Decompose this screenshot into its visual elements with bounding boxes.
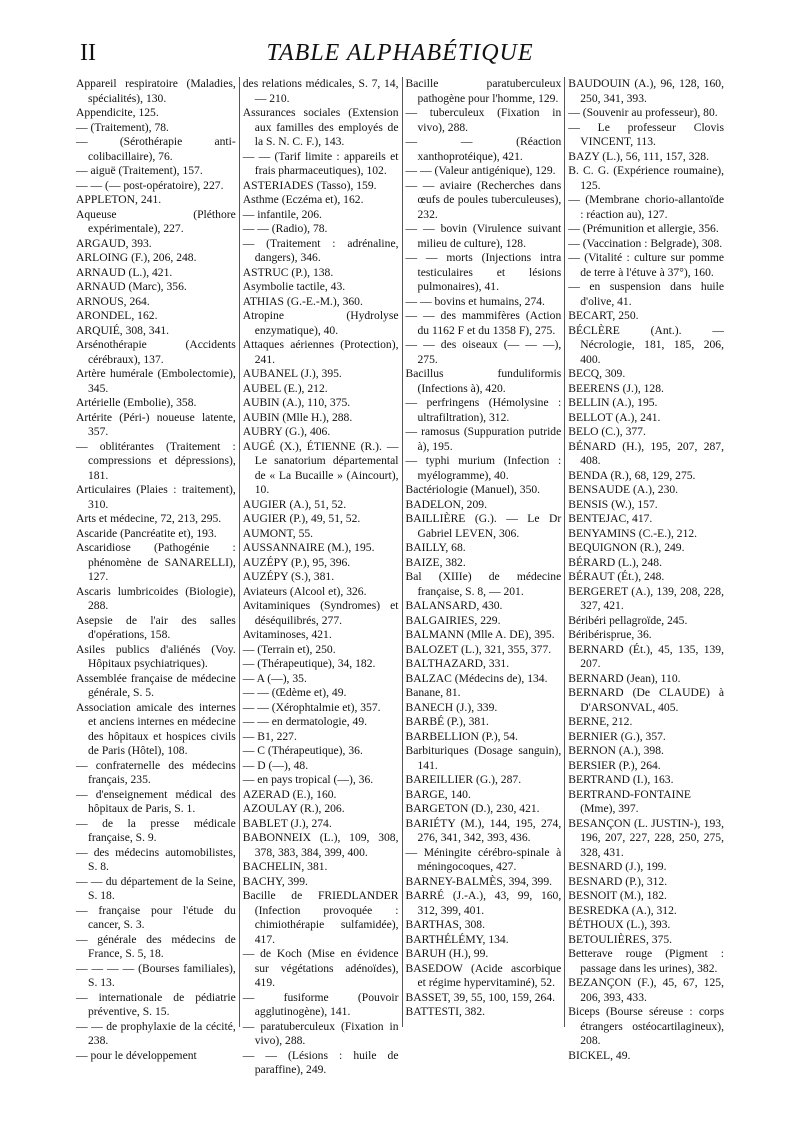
index-entry: BAILLIÈRE (G.). — Le Dr Gabriel LEVEN, 306. bbox=[405, 512, 562, 540]
index-entry: ARQUIÉ, 308, 341. bbox=[76, 323, 170, 337]
index-entry: BECART, 250. bbox=[568, 309, 639, 322]
index-entry: BECQ, 309. bbox=[568, 367, 626, 380]
index-entry: BANECH (J.), 339. bbox=[405, 700, 498, 714]
index-entry: BICKEL, 49. bbox=[568, 1048, 631, 1062]
index-entry: — — (Réaction xanthoprotéique), 421. bbox=[405, 135, 562, 163]
index-entry: BELO (C.), 377. bbox=[568, 425, 646, 438]
index-entry: Association amicale des internes et anciens internes en médecine des hôpitaux et hospices civils de Paris (Hôtel), 108. bbox=[76, 700, 236, 757]
index-entry: ASTERIADES (Tasso), 159. bbox=[242, 178, 377, 192]
index-entry: AUBANEL (J.), 395. bbox=[242, 367, 342, 380]
index-entry: BENTEJAC, 417. bbox=[568, 512, 653, 525]
index-entry: BERTRAND-FONTAINE (Mme), 397. bbox=[568, 787, 691, 815]
index-entry: — en suspension dans huile d'olive, 41. bbox=[568, 280, 724, 308]
index-entry: Attaques aériennes (Protection), 241. bbox=[242, 338, 399, 366]
index-entry: BEERENS (J.), 128. bbox=[568, 381, 664, 395]
index-entry: — de la presse médicale française, S. 9. bbox=[76, 816, 236, 844]
index-entry: — — des oiseaux (— — —), 275. bbox=[405, 338, 562, 366]
index-entry: — — (Valeur antigénique), 129. bbox=[405, 164, 556, 177]
index-column-4 bbox=[564, 77, 727, 1062]
index-entry: Betterave rouge (Pigment : passage dans les urines), 382. bbox=[568, 947, 724, 975]
index-entry: — B1, 227. bbox=[242, 729, 297, 743]
index-entry: Arts et médecine, 72, 213, 295. bbox=[76, 512, 222, 525]
index-entry: BARGETON (D.), 230, 421. bbox=[405, 802, 540, 815]
index-entry: BAILLY, 68. bbox=[405, 541, 466, 554]
index-entry: ARGAUD, 393. bbox=[76, 236, 152, 250]
index-entry: AUBIN (A.), 110, 375. bbox=[242, 396, 351, 409]
index-entry: Assemblée française de médecine générale, S. 5. bbox=[76, 671, 236, 699]
index-entry: BERNARD (Jean), 110. bbox=[568, 671, 681, 685]
index-entry: BABLET (J.), 274. bbox=[242, 816, 332, 830]
index-entry: BALOZET (L.), 321, 355, 377. bbox=[405, 642, 552, 656]
index-entry: — — (Xérophtalmie et), 357. bbox=[242, 700, 381, 714]
index-entry: — (Traitement), 78. bbox=[76, 120, 169, 134]
index-entry: Assurances sociales (Extension aux familles des employés de la S. N. C. F.), 143. bbox=[242, 106, 399, 148]
index-entry: — D (—), 48. bbox=[242, 758, 309, 772]
index-entry: BARNEY-BALMÈS, 394, 399. bbox=[405, 874, 553, 888]
index-entry: — confraternelle des médecins français, 235. bbox=[76, 758, 236, 786]
page-number: II bbox=[80, 40, 96, 66]
index-entry: — (Thérapeutique), 34, 182. bbox=[242, 657, 376, 670]
index-entry: — oblitérantes (Traitement : compressions et dépressions), 181. bbox=[76, 439, 236, 482]
index-entry: Béribérisprue, 36. bbox=[568, 628, 652, 641]
index-entry: BAIZE, 382. bbox=[405, 555, 466, 569]
index-entry: AUSSANNAIRE (M.), 195. bbox=[242, 541, 375, 554]
index-entry: Banane, 81. bbox=[405, 686, 461, 699]
index-entry: Aqueuse (Pléthore expérimentale), 227. bbox=[76, 207, 236, 235]
index-entry: Arsénothérapie (Accidents cérébraux), 137. bbox=[76, 338, 236, 366]
index-entry: — (Sérothérapie anti-colibacillaire), 76. bbox=[76, 135, 236, 163]
index-entry: Asiles publics d'aliénés (Voy. Hôpitaux psychiatriques). bbox=[76, 642, 236, 670]
index-entry: BENYAMINS (C.-E.), 212. bbox=[568, 526, 698, 540]
index-entry: — pour le développement bbox=[76, 1048, 197, 1062]
index-entry: — générale des médecins de France, S. 5, 18. bbox=[76, 932, 236, 960]
index-entry: Appendicite, 125. bbox=[76, 106, 159, 119]
index-entry: Asthme (Eczéma et), 162. bbox=[242, 193, 364, 206]
index-entry: BEQUIGNON (R.), 249. bbox=[568, 541, 685, 554]
index-entry: BAZY (L.), 56, 111, 157, 328. bbox=[568, 149, 709, 163]
index-entry: Asepsie de l'air des salles d'opérations, 158. bbox=[76, 613, 236, 641]
index-entry: — de Koch (Mise en évidence sur végétations adénoïdes), 419. bbox=[242, 947, 399, 989]
index-entry: ASTRUC (P.), 138. bbox=[242, 265, 334, 279]
index-entry: BESNARD (P.), 312. bbox=[568, 874, 668, 888]
index-entry: Bactériologie (Manuel), 350. bbox=[405, 483, 541, 496]
index-entry: Bacillus funduliformis (Infections à), 420. bbox=[405, 367, 562, 395]
index-entry: — paratuberculeux (Fixation in vivo), 288. bbox=[242, 1019, 399, 1047]
index-entry: — — du département de la Seine, S. 18. bbox=[76, 874, 236, 902]
index-entry: BENSAUDE (A.), 230. bbox=[568, 483, 679, 496]
index-entry: — fusiforme (Pouvoir agglutinogène), 141. bbox=[242, 990, 399, 1018]
index-entry: BACHELIN, 381. bbox=[242, 860, 328, 873]
index-entry: — typhi murium (Infection : myélogramme), 40. bbox=[405, 454, 562, 482]
index-entry: — internationale de pédiatrie préventive, S. 15. bbox=[76, 990, 236, 1018]
index-entry: BALMANN (Mlle A. DE), 395. bbox=[405, 628, 555, 641]
index-entry: ARLOING (F.), 206, 248. bbox=[76, 251, 197, 264]
index-entry: Artère humérale (Embolectomie), 345. bbox=[76, 367, 236, 395]
index-entry: BARBELLION (P.), 54. bbox=[405, 729, 518, 743]
index-entry: — — (Lésions : huile de paraffine), 249. bbox=[242, 1048, 399, 1076]
index-entry: — C (Thérapeutique), 36. bbox=[242, 744, 363, 757]
index-entry: — Le professeur Clovis VINCENT, 113. bbox=[568, 120, 724, 148]
page-header bbox=[0, 38, 800, 78]
index-entry: BAREILLIER (G.), 287. bbox=[405, 773, 522, 786]
index-entry: — Méningite cérébro-spinale à méningocoques, 427. bbox=[405, 845, 562, 873]
index-entry: Articulaires (Plaies : traitement), 310. bbox=[76, 483, 236, 511]
index-entry: — française pour l'étude du cancer, S. 3. bbox=[76, 903, 236, 931]
index-entry: Avitaminoses, 421. bbox=[242, 628, 332, 641]
index-entry: AUGIER (P.), 49, 51, 52. bbox=[242, 512, 361, 525]
index-entry: — (Traitement : adrénaline, dangers), 346. bbox=[242, 236, 399, 264]
index-entry: AUBRY (G.), 406. bbox=[242, 425, 331, 438]
index-entry: BÉRAUT (Ét.), 248. bbox=[568, 570, 665, 583]
index-entry: Bal (XIIIe) de médecine française, S. 8, — 201. bbox=[405, 570, 562, 598]
index-entry: Bacille de FRIEDLANDER (Infection provoquée : chimiothérapie sulfamidée), 417. bbox=[242, 889, 399, 946]
index-entry: BENSIS (W.), 157. bbox=[568, 497, 658, 511]
index-entry: APPLETON, 241. bbox=[76, 193, 162, 206]
index-entry: ARNAUD (Marc), 356. bbox=[76, 280, 187, 293]
index-entry: BARGE, 140. bbox=[405, 787, 471, 801]
index-entry: Artérite (Péri-) noueuse latente, 357. bbox=[76, 410, 236, 438]
index-entry: BÉCLÈRE (Ant.). — Nécrologie, 181, 185, 206, 400. bbox=[568, 323, 724, 366]
index-entry: BATTESTI, 382. bbox=[405, 1005, 486, 1018]
index-entry: BERNIER (G.), 357. bbox=[568, 729, 666, 743]
index-entry: BARRÉ (J.-A.), 43, 99, 160, 312, 399, 401. bbox=[405, 889, 562, 917]
index-entry: BESANÇON (L. JUSTIN-), 193, 196, 207, 227, 228, 250, 275, 328, 431. bbox=[568, 816, 724, 859]
index-entry: BARUH (H.), 99. bbox=[405, 947, 489, 960]
index-entry: Aviateurs (Alcool et), 326. bbox=[242, 584, 367, 598]
index-entry: Béribéri pellagroïde, 245. bbox=[568, 613, 688, 627]
index-entry: Asymbolie tactile, 43. bbox=[242, 280, 346, 293]
index-entry: BETOULIÈRES, 375. bbox=[568, 932, 673, 946]
index-entry: ARNOUS, 264. bbox=[76, 294, 150, 308]
index-entry: BELLOT (A.), 241. bbox=[568, 410, 661, 424]
index-entry: — (Vitalité : culture sur pomme de terre à l'étuve à 37°), 160. bbox=[568, 251, 724, 279]
index-entry: AUGIER (A.), 51, 52. bbox=[242, 497, 347, 511]
index-entry: BAUDOUIN (A.), 96, 128, 160, 250, 341, 393. bbox=[568, 77, 724, 105]
index-entry: Artérielle (Embolie), 358. bbox=[76, 396, 197, 409]
index-entry: — (Terrain et), 250. bbox=[242, 642, 336, 656]
index-entry: BERNE, 212. bbox=[568, 715, 633, 728]
index-column-3 bbox=[402, 77, 565, 1027]
index-entry: ATHIAS (G.-E.-M.), 360. bbox=[242, 294, 363, 308]
index-entry: AUMONT, 55. bbox=[242, 526, 314, 540]
index-entry: — (Prémunition et allergie, 356. bbox=[568, 222, 719, 235]
index-entry: ARONDEL, 162. bbox=[76, 309, 158, 322]
index-entry: — — en dermatologie, 49. bbox=[242, 715, 368, 728]
index-entry: — — aviaire (Recherches dans œufs de poules tuberculeuses), 232. bbox=[405, 178, 562, 221]
index-entry: — tuberculeux (Fixation in vivo), 288. bbox=[405, 106, 562, 134]
index-entry: AZERAD (E.), 160. bbox=[242, 787, 337, 801]
index-entry: — infantile, 206. bbox=[242, 207, 322, 221]
index-entry: — (Souvenir au professeur), 80. bbox=[568, 106, 718, 119]
index-entry: — d'enseignement médical des hôpitaux de Paris, S. 1. bbox=[76, 787, 236, 815]
index-entry: Ascaridiose (Pathogénie : phénomène de SANARELLI), 127. bbox=[76, 541, 236, 583]
index-entry: BESNOIT (M.), 182. bbox=[568, 889, 667, 902]
index-entry: — — morts (Injections intra testiculaires et lésions pulmonaires), 41. bbox=[405, 251, 562, 293]
index-entry: — — (Tarif limite : appareils et frais pharmaceutiques), 102. bbox=[242, 149, 399, 177]
index-entry: BARTHÉLÉMY, 134. bbox=[405, 932, 509, 946]
index-entry: Appareil respiratoire (Maladies, spécialités), 130. bbox=[76, 77, 236, 105]
index-entry: — en pays tropical (—), 36. bbox=[242, 773, 374, 786]
index-entry: BERSIER (P.), 264. bbox=[568, 758, 661, 772]
index-column-1 bbox=[76, 77, 239, 1062]
index-entry: BADELON, 209. bbox=[405, 497, 487, 511]
index-entry: — — bovins et humains, 274. bbox=[405, 294, 545, 308]
index-entry: BENDA (R.), 68, 129, 275. bbox=[568, 468, 696, 482]
index-entry: Ascaris lumbricoides (Biologie), 288. bbox=[76, 584, 236, 612]
index-entry: AZOULAY (R.), 206. bbox=[242, 802, 345, 815]
index-entry: BÉNARD (H.), 195, 207, 287, 408. bbox=[568, 439, 724, 467]
index-entry: Barbituriques (Dosage sanguin), 141. bbox=[405, 744, 562, 772]
index-entry: BELLIN (A.), 195. bbox=[568, 396, 658, 409]
index-entry: — — bovin (Virulence suivant milieu de culture), 128. bbox=[405, 222, 562, 250]
index-entry: Ascaride (Pancréatite et), 193. bbox=[76, 526, 217, 540]
index-entry: — — des mammifères (Action du 1162 F et du 1358 F), 275. bbox=[405, 309, 562, 337]
index-entry: ARNAUD (L.), 421. bbox=[76, 265, 173, 279]
index-entry: AUZÉPY (S.), 381. bbox=[242, 570, 335, 583]
index-entry: BARBÉ (P.), 381. bbox=[405, 715, 489, 728]
index-entry: Bacille paratuberculeux pathogène pour l'homme, 129. bbox=[405, 77, 562, 105]
index-entry: AUGÉ (X.), ÉTIENNE (R.). — Le sanatorium départemental de « La Bucaille » (Aincourt), 10. bbox=[242, 439, 399, 496]
index-entry: BACHY, 399. bbox=[242, 874, 308, 888]
index-entry: BERGERET (A.), 139, 208, 228, 327, 421. bbox=[568, 584, 724, 612]
index-entry: BALTHAZARD, 331. bbox=[405, 657, 510, 670]
index-entry: BÉTHOUX (L.), 393. bbox=[568, 918, 671, 931]
index-entry: BÉRARD (L.), 248. bbox=[568, 555, 662, 569]
index-entry: — (Membrane chorio-allantoïde : réaction au), 127. bbox=[568, 193, 724, 221]
index-entry: — aiguë (Traitement), 157. bbox=[76, 164, 203, 177]
page-title: TABLE ALPHABÉTIQUE bbox=[266, 40, 534, 66]
index-entry: — — de prophylaxie de la cécité, 238. bbox=[76, 1019, 236, 1047]
index-entry: BARIÉTY (M.), 144, 195, 274, 276, 341, 342, 393, 436. bbox=[405, 816, 562, 844]
index-entry: BESNARD (J.), 199. bbox=[568, 860, 667, 873]
index-entry: — — (Radio), 78. bbox=[242, 222, 328, 235]
index-entry: BALZAC (Médecins de), 134. bbox=[405, 671, 548, 685]
index-entry: BERNARD (Ét.), 45, 135, 139, 207. bbox=[568, 642, 724, 670]
index-entry: BERTRAND (I.), 163. bbox=[568, 773, 674, 786]
index-entry: AUBEL (E.), 212. bbox=[242, 381, 328, 395]
index-entry: BARTHAS, 308. bbox=[405, 918, 486, 931]
index-entry: — des médecins automobilistes, S. 8. bbox=[76, 845, 236, 873]
index-entry: — — — — (Bourses familiales), S. 13. bbox=[76, 961, 236, 989]
index-entry: Avitaminiques (Syndromes) et déséquilibrés, 277. bbox=[242, 599, 399, 627]
index-entry: BESREDKA (A.), 312. bbox=[568, 903, 677, 917]
index-entry: — A (—), 35. bbox=[242, 671, 307, 685]
index-entry: Biceps (Bourse séreuse : corps étrangers ostéocartilagineux), 208. bbox=[568, 1005, 724, 1047]
index-entry: BERNON (A.), 398. bbox=[568, 744, 664, 757]
index-entry: BEZANÇON (F.), 45, 67, 125, 206, 393, 433. bbox=[568, 976, 724, 1004]
index-entry: BASSET, 39, 55, 100, 159, 264. bbox=[405, 990, 556, 1004]
index-entry: BALANSARD, 430. bbox=[405, 599, 503, 612]
index-entry: — (Vaccination : Belgrade), 308. bbox=[568, 236, 723, 250]
index-entry: — — (Œdème et), 49. bbox=[242, 686, 347, 699]
index-entry: — — (— post-opératoire), 227. bbox=[76, 178, 224, 192]
index-entry: B. C. G. (Expérience roumaine), 125. bbox=[568, 164, 724, 192]
index-entry: AUZÉPY (P.), 95, 396. bbox=[242, 555, 351, 569]
index-column-2 bbox=[239, 77, 402, 1076]
index-columns bbox=[76, 77, 727, 1076]
index-entry: Atropine (Hydrolyse enzymatique), 40. bbox=[242, 309, 399, 337]
index-entry: BERNARD (De CLAUDE) à D'ARSONVAL, 405. bbox=[568, 686, 724, 714]
index-entry: BASEDOW (Acide ascorbique et régime hypervitaminé), 52. bbox=[405, 961, 562, 989]
index-entry: BALGAIRIES, 229. bbox=[405, 613, 501, 627]
index-entry: des relations médicales, S. 7, 14, — 210. bbox=[242, 77, 399, 105]
index-entry: BABONNEIX (L.), 109, 308, 378, 383, 384, 399, 400. bbox=[242, 831, 399, 859]
index-entry: AUBIN (Mlle H.), 288. bbox=[242, 410, 353, 424]
index-entry: — perfringens (Hémolysine : ultrafiltration), 312. bbox=[405, 396, 562, 424]
index-entry: — ramosus (Suppuration putride à), 195. bbox=[405, 425, 562, 453]
